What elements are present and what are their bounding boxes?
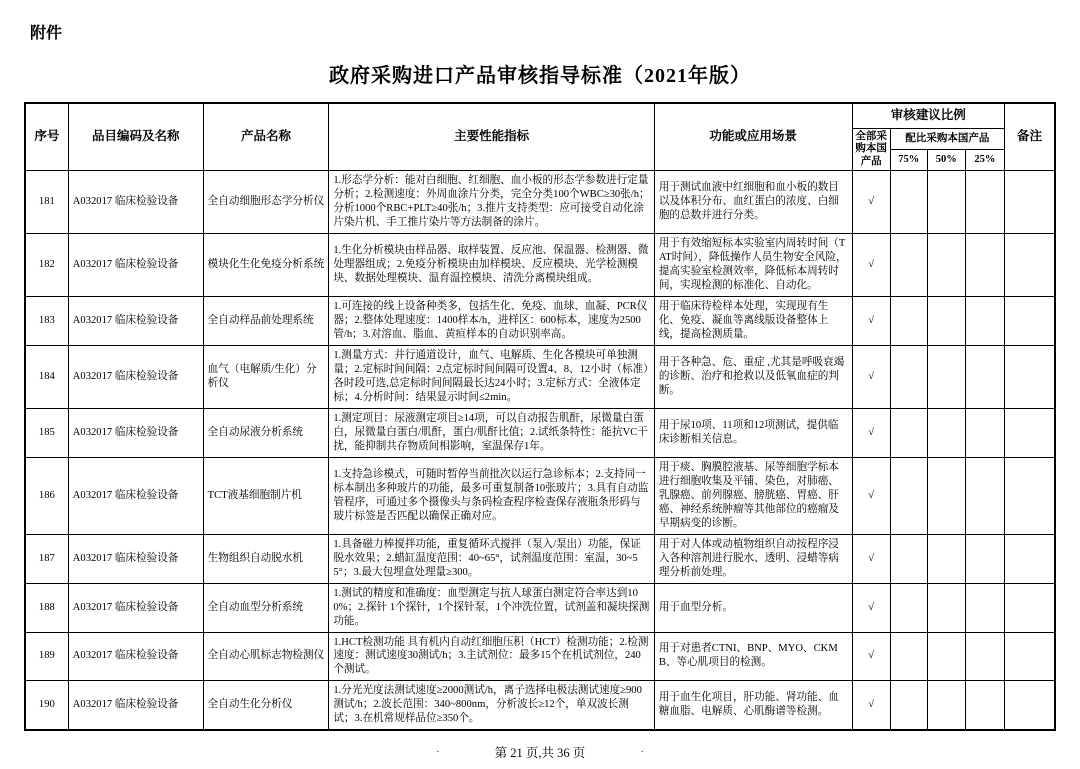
cell-function: 用于尿10项、11项和12项测试，提供临床诊断相关信息。 <box>654 408 852 457</box>
page-footer <box>24 743 1056 761</box>
cell-25 <box>965 171 1004 234</box>
cell-50 <box>927 408 965 457</box>
table-row <box>25 632 1055 681</box>
cell-25 <box>965 681 1004 730</box>
header-all-domestic: 全部采购本国产品 <box>852 128 890 171</box>
cell-50 <box>927 234 965 297</box>
cell-product-name: 全自动尿液分析系统 <box>203 408 329 457</box>
cell-50 <box>927 583 965 632</box>
table-header <box>25 103 1055 171</box>
cell-all-domestic-check: √ <box>852 171 890 234</box>
cell-50 <box>927 457 965 534</box>
cell-item-code: A032017 临床检验设备 <box>68 457 203 534</box>
cell-seq: 189 <box>25 632 68 681</box>
cell-25 <box>965 457 1004 534</box>
cell-25 <box>965 234 1004 297</box>
header-row-1 <box>25 103 1055 128</box>
cell-seq: 190 <box>25 681 68 730</box>
cell-remarks <box>1004 234 1055 297</box>
cell-50 <box>927 346 965 409</box>
cell-75 <box>890 457 927 534</box>
cell-performance: 1.测试的精度和准确度：血型测定与抗人球蛋白测定符合率达到100%；2.探针 1个探针，1个探针泵，1个冲洗位置，试剂盖和凝块探测功能。 <box>329 583 654 632</box>
cell-25 <box>965 408 1004 457</box>
cell-performance: 1.测量方式：并行通道设计，血气、电解质、生化各模块可单独测量；2.定标时间间隔：2点定标时间间隔可设置4、8、12小时（标准）各时段可选,总定标时间间隔最长达24小时；3.定标方式：全液体定标；4.分析时间：结果显示时间≤2min。 <box>329 346 654 409</box>
cell-function: 用于测试血液中红细胞和血小板的数目以及体积分布、血红蛋白的浓度、白细胞的总数并进行分类。 <box>654 171 852 234</box>
page-title: 政府采购进口产品审核指导标准（2021年版） <box>329 65 751 87</box>
cell-25 <box>965 583 1004 632</box>
cell-seq: 182 <box>25 234 68 297</box>
cell-remarks <box>1004 297 1055 346</box>
cell-seq: 181 <box>25 171 68 234</box>
table-row <box>25 408 1055 457</box>
cell-75 <box>890 171 927 234</box>
table-row <box>25 234 1055 297</box>
cell-item-code: A032017 临床检验设备 <box>68 681 203 730</box>
cell-25 <box>965 346 1004 409</box>
cell-product-name: 全自动血型分析系统 <box>203 583 329 632</box>
cell-performance: 1.可连接的线上设备种类多，包括生化、免疫、血球、血凝、PCR仪器；2.整体处理速度：1400样本/h，进样区：600标本，速度为2500管/h；3.对溶血、脂血、黄疸样本的自动识别率高。 <box>329 297 654 346</box>
cell-product-name: 全自动心肌标志物检测仪 <box>203 632 329 681</box>
cell-75 <box>890 681 927 730</box>
table-row <box>25 457 1055 534</box>
cell-remarks <box>1004 583 1055 632</box>
page-number: 第 21 页,共 36 页 <box>494 746 586 761</box>
cell-item-code: A032017 临床检验设备 <box>68 583 203 632</box>
cell-seq: 187 <box>25 534 68 583</box>
cell-product-name: 生物组织自动脱水机 <box>203 534 329 583</box>
cell-25 <box>965 632 1004 681</box>
cell-all-domestic-check: √ <box>852 583 890 632</box>
table-row <box>25 534 1055 583</box>
cell-remarks <box>1004 457 1055 534</box>
cell-performance: 1.生化分析模块由样品器、取样装置、反应池、保温器、检测器、微处理器组成；2.免疫分析模块由加样模块、反应模块、光学检测模块、数据处理模块、温育温控模块、清洗分离模块组成。 <box>329 234 654 297</box>
cell-75 <box>890 583 927 632</box>
cell-item-code: A032017 临床检验设备 <box>68 171 203 234</box>
header-product-name: 产品名称 <box>203 103 329 171</box>
cell-performance: 1.测定项目：尿液测定项目≥14项，可以自动报告肌酐，尿微量白蛋白，尿微量白蛋白/肌酐，蛋白/肌酐比值；2.试纸条特性：能抗VC干扰，能抑制共存物质间相影响，室温保存1年。 <box>329 408 654 457</box>
cell-50 <box>927 681 965 730</box>
cell-remarks <box>1004 534 1055 583</box>
cell-50 <box>927 534 965 583</box>
cell-remarks <box>1004 171 1055 234</box>
cell-seq: 184 <box>25 346 68 409</box>
cell-item-code: A032017 临床检验设备 <box>68 234 203 297</box>
cell-all-domestic-check: √ <box>852 534 890 583</box>
footer-right-mark: · <box>640 746 644 759</box>
cell-function: 用于血型分析。 <box>654 583 852 632</box>
cell-remarks <box>1004 681 1055 730</box>
cell-function: 用于对人体或动植物组织自动按程序浸入各种溶剂进行脱水、透明、浸蜡等病理分析前处理。 <box>654 534 852 583</box>
table-body <box>25 171 1055 730</box>
cell-50 <box>927 171 965 234</box>
cell-function: 用于有效缩短标本实验室内周转时间（TAT时间），降低操作人员生物安全风险，提高实验室检测效率，降低标本周转时间，实现检测的标准化、自动化。 <box>654 234 852 297</box>
table-row <box>25 681 1055 730</box>
cell-25 <box>965 297 1004 346</box>
cell-function: 用于血生化项目，肝功能、肾功能、血糖血脂、电解质、心肌酶谱等检测。 <box>654 681 852 730</box>
cell-product-name: TCT液基细胞制片机 <box>203 457 329 534</box>
cell-25 <box>965 534 1004 583</box>
cell-75 <box>890 234 927 297</box>
header-item-code: 品目编码及名称 <box>68 103 203 171</box>
header-performance: 主要性能指标 <box>329 103 654 171</box>
cell-75 <box>890 632 927 681</box>
cell-75 <box>890 346 927 409</box>
cell-75 <box>890 534 927 583</box>
cell-75 <box>890 408 927 457</box>
cell-seq: 183 <box>25 297 68 346</box>
header-seq: 序号 <box>25 103 68 171</box>
cell-seq: 185 <box>25 408 68 457</box>
table-row <box>25 297 1055 346</box>
cell-product-name: 全自动细胞形态学分析仪 <box>203 171 329 234</box>
header-75: 75% <box>890 150 927 171</box>
cell-remarks <box>1004 632 1055 681</box>
cell-function: 用于临床待检样本处理，实现现有生化、免疫、凝血等离线版设备整体上线，提高检测质量。 <box>654 297 852 346</box>
header-proportional: 配比采购本国产品 <box>890 128 1004 149</box>
cell-item-code: A032017 临床检验设备 <box>68 346 203 409</box>
cell-remarks <box>1004 346 1055 409</box>
header-remarks: 备注 <box>1004 103 1055 171</box>
footer-left-mark: · <box>436 746 440 759</box>
cell-all-domestic-check: √ <box>852 297 890 346</box>
cell-seq: 186 <box>25 457 68 534</box>
cell-50 <box>927 297 965 346</box>
attachment-label: 附件 <box>30 25 63 42</box>
cell-item-code: A032017 临床检验设备 <box>68 632 203 681</box>
table-row <box>25 583 1055 632</box>
cell-performance: 1.HCT检测功能 具有机内自动红细胞压积（HCT）检测功能；2.检测速度：测试速度30测试/h；3.主试剂位：最多15个在机试剂位，240个测试。 <box>329 632 654 681</box>
cell-product-name: 血气（电解质/生化）分析仪 <box>203 346 329 409</box>
cell-all-domestic-check: √ <box>852 234 890 297</box>
cell-function: 用于对患者CTNI、BNP、MYO、CKMB、等心肌项目的检测。 <box>654 632 852 681</box>
cell-all-domestic-check: √ <box>852 681 890 730</box>
cell-performance: 1.支持急诊模式，可随时暂停当前批次以运行急诊标本；2.支持同一标本制出多种玻片的功能，最多可重复制备10张玻片；3.具有自动监管程序，可通过多个摄像头与条码检查程序检查保存液瓶条形码与玻片标签是否匹配以确保正确对应。 <box>329 457 654 534</box>
cell-function: 用于各种急、危、重症 ,尤其是呼吸衰竭的诊断、治疗和抢救以及低氧血症的判断。 <box>654 346 852 409</box>
cell-all-domestic-check: √ <box>852 457 890 534</box>
cell-remarks <box>1004 408 1055 457</box>
cell-item-code: A032017 临床检验设备 <box>68 297 203 346</box>
table-row <box>25 346 1055 409</box>
cell-all-domestic-check: √ <box>852 346 890 409</box>
table-row <box>25 171 1055 234</box>
cell-product-name: 模块化生化免疫分析系统 <box>203 234 329 297</box>
cell-seq: 188 <box>25 583 68 632</box>
cell-item-code: A032017 临床检验设备 <box>68 408 203 457</box>
cell-function: 用于痰、胸膜腔液基、尿等细胞学标本进行细胞收集及平铺、染色，对肺癌、乳腺癌、前列腺癌、膀胱癌、胃癌、肝癌、神经系统肿瘤等其他部位的癌瘤及早期病变的诊断。 <box>654 457 852 534</box>
cell-50 <box>927 632 965 681</box>
cell-all-domestic-check: √ <box>852 632 890 681</box>
header-25: 25% <box>965 150 1004 171</box>
cell-75 <box>890 297 927 346</box>
standards-table <box>24 102 1056 731</box>
cell-all-domestic-check: √ <box>852 408 890 457</box>
header-function: 功能或应用场景 <box>654 103 852 171</box>
header-50: 50% <box>927 150 965 171</box>
cell-performance: 1.具备磁力棒搅拌功能，重复循环式搅拌（泵入/泵出）功能，保证脱水效果；2.蜡缸温度范围：40~65°，试剂温度范围：室温，30~55°；3.最大包埋盒处理量≥300。 <box>329 534 654 583</box>
cell-performance: 1.形态学分析：能对白细胞、红细胞、血小板的形态学参数进行定量分析；2.检测速度：外周血涂片分类，完全分类100个WBC≥30张/h；分析1000个RBC+PLT≥40张/h；3.推片支持类型：应可接受自动化涂片染片机、手工推片染片等方法制备的涂片。 <box>329 171 654 234</box>
header-review-ratio: 审核建议比例 <box>852 103 1004 128</box>
cell-product-name: 全自动生化分析仪 <box>203 681 329 730</box>
cell-performance: 1.分光光度法测试速度≥2000测试/h，离子选择电极法测试速度≥900测试/h；2.波长范围：340~800nm，分析波长≥12个，单双波长测试；3.在机常规样品位≥350个。 <box>329 681 654 730</box>
cell-item-code: A032017 临床检验设备 <box>68 534 203 583</box>
cell-product-name: 全自动样品前处理系统 <box>203 297 329 346</box>
